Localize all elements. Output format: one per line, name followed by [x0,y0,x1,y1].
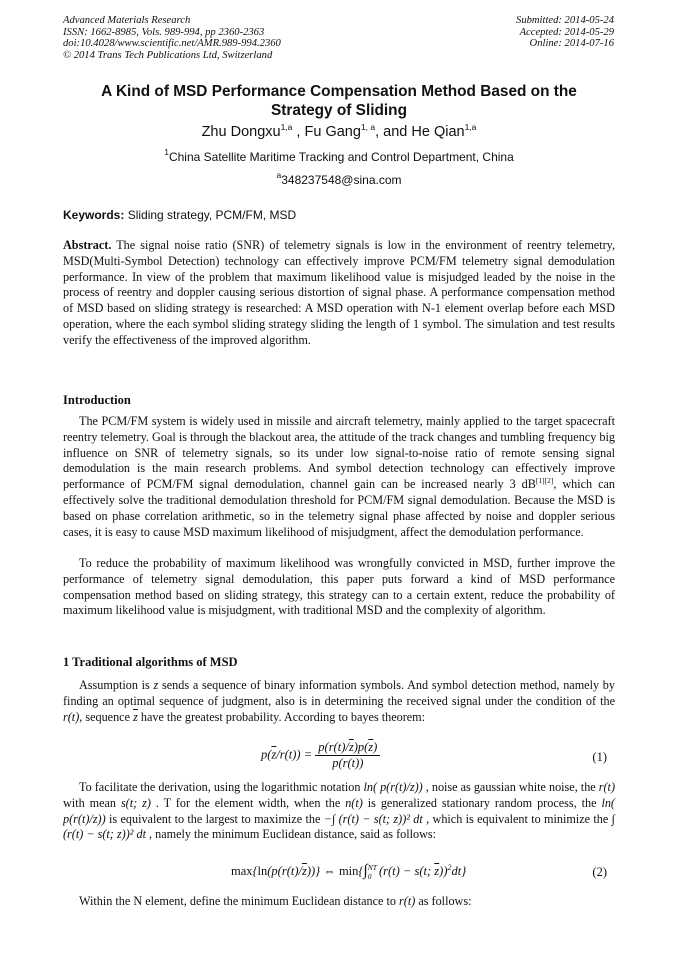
body-text: Within the N element, define the minimum Euclidean distance to [79,894,400,908]
math-expr: ln( p(r(t)/z)) [63,795,615,826]
email-sup: a [276,170,282,180]
keywords-label: Keywords: [63,208,125,222]
body-text: is equivalent to the largest to maximize the [105,811,324,826]
math-expr: −∫ (r(t) − s(t; z))² dt [323,811,423,826]
body-text: , which is equivalent to minimize the [422,811,612,826]
body-text: , namely the minimum Euclidean distance, said as follows: [145,827,437,842]
affiliation-text: China Satellite Maritime Tracking and Control Department, China [168,150,514,164]
title-line-1: A Kind of MSD Performance Compensation Method Based on the [101,83,577,100]
author-sup: 1,a [464,122,477,132]
keywords [63,208,296,222]
math-expr: ln( p(r(t)/z)) [363,780,423,794]
intro-text: The PCM/FM system is widely used in missile and aircraft telemetry, mainly applied to the target spacecraft reentry telemetry. Goal is through the blackout area, the attitude of the track changes and tumbling frequency big influence on SNR of telemetry signals, so its under low signal-to-noise ratio of remote sensing signal demodulation is the main research problems. And symbol detection technology can effectively improve performance of PCM/FM signal demodulation, channel gain can be increased nearly 3 dB [63,414,615,492]
online-date: Online: 2014-07-16 [529,38,614,50]
body-text: have the greatest probability. According to bayes theorem: [137,709,426,724]
body-text: , noise as gaussian white noise, the [422,780,599,794]
equation-1-body: $p(\overline{z}/r(t))$ = $\frac{p(r(t)/\overline{z})p(\overline{z})}{p(r(t))}$ [261,740,380,771]
intro-text: , which can effectively solve the traditional demodulation threshold for PCM/FM signal demodulation. Because the MSD is based on phase correlation arithmetic, so in the telemetry signal phase affected by noise and doppler serious cases, it is easy to cause MSD maximum likelihood of misjudgment, affect the demodulation performance. [63,477,615,539]
accepted-date: Accepted: 2014-05-29 [519,26,614,38]
section-1-heading: 1 Traditional algorithms of MSD [63,655,238,669]
body-text: with mean [63,795,121,810]
keywords-text: Sliding strategy, PCM/FM, MSD [124,208,297,222]
issn-line: ISSN: 1662-8985, Vols. 989-994, pp 2360-2363 [63,26,265,38]
body-text: is generalized stationary random process, the [362,795,602,810]
author-name: , and He Qian [375,124,465,140]
author-name: Zhu Dongxu [201,124,281,140]
body-text: To facilitate the derivation, using the logarithmic notation [79,780,364,794]
title-line-2: Strategy of Sliding [271,102,407,119]
math-var: z [153,678,159,692]
submitted-date: Submitted: 2014-05-24 [516,15,614,26]
math-var: $\overline{z}$ [133,709,138,724]
citation: [1][2] [535,476,554,486]
introduction-heading: Introduction [63,393,131,407]
author-list [60,124,618,140]
abstract [63,238,615,349]
section1-paragraph-2 [63,780,615,843]
equation-2-number: (2) [592,865,607,879]
math-var: n(t) [345,795,363,810]
journal-name: Advanced Materials Research [63,15,191,26]
author-name: , Fu Gang [292,124,361,140]
equation-1 [63,740,615,778]
body-text: as follows: [415,894,472,908]
math-expr: ∫ (r(t) − s(t; z))² dt [63,811,616,842]
copyright-line: © 2014 Trans Tech Publications Ltd, Switzerland [63,49,273,61]
affiliation-sup: 1 [164,147,169,157]
math-var: r(t) [63,709,80,724]
equation-2-body: $\max\{\ln(p(r(t)/\overline{z}))\}$ ⇔ min{∫NT 0 (r(t) − s(t; $\overline{z}))^2dt$} [231,862,467,882]
body-text: sends a sequence of binary information symbols. And symbol detection method, namely by finding an optimal sequence of judgment, also is in determining the received signal under the condition of the [63,678,615,708]
abstract-text: The signal noise ratio (SNR) of telemetry signals is low in the environment of reentry telemetry, MSD(Multi-Symbol Detection) technology can effectively improve PCM/FM telemetry signal demodulation performance. In view of the problem that maximum likelihood value is misjudged leaded by the noise in the process of reentry and doppler causing serious distortion of signal phase. A performance compensation method of MSD based on sliding strategy is researched: A MSD operation with N-1 element overlap before each MSD operation, where the each symbol sliding strategy sliding the length of 1 symbol. The simulation and test results verify the effectiveness of the improved algorithm. [63,238,615,347]
author-sup: 1,a [280,122,293,132]
email [60,170,618,187]
journal-header [63,15,281,61]
math-expr: s(t; z) [120,795,151,810]
equation-2 [63,860,615,888]
body-text: Assumption is [79,678,154,692]
author-sup: 1, a [360,122,376,132]
math-var: r(t) [399,894,416,908]
doi-line: doi:10.4028/www.scientific.net/AMR.989-994.2360 [63,38,281,50]
equation-1-number: (1) [592,750,607,764]
abstract-label: Abstract. [63,238,112,252]
body-text: . T for the element width, when the [150,795,346,810]
affiliation [60,147,618,164]
math-var: r(t) [598,780,615,794]
body-text: , sequence [79,709,134,724]
section1-paragraph-3 [63,894,615,910]
dates-header [516,15,614,50]
section1-paragraph-1 [63,678,615,725]
intro-paragraph-1 [63,414,615,540]
email-address: 348237548@sina.com [281,173,402,187]
intro-paragraph-2: To reduce the probability of maximum likelihood was wrongfully convicted in MSD, further improve the performance of telemetry signal demodulation, this paper puts forward a kind of MSD performance compensation method based on sliding strategy, this strategy can to a certain extent, reduce the probability of maximum likelihood value is misjudgment, with traditional MSD and the complexity of algorithm. [63,556,615,618]
paper-title [60,82,618,120]
